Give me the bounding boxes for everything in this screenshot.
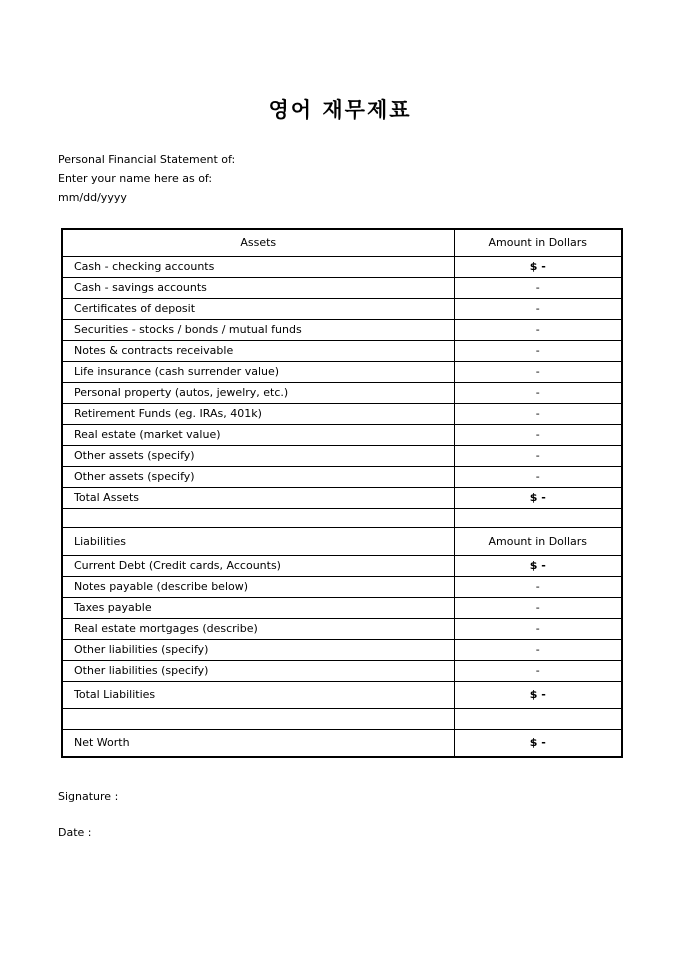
asset-row: [62, 467, 622, 488]
asset-label: Retirement Funds (eg. IRAs, 401k): [62, 404, 454, 425]
assets-header-label: Assets: [62, 229, 454, 257]
spacer-row: [62, 509, 622, 528]
total-liabilities-row: [62, 682, 622, 709]
liability-label: Current Debt (Credit cards, Accounts): [62, 556, 454, 577]
liability-amount[interactable]: $ -: [454, 556, 622, 577]
asset-row: [62, 299, 622, 320]
liabilities-header-amount: Amount in Dollars: [454, 528, 622, 556]
assets-header-amount: Amount in Dollars: [454, 229, 622, 257]
asset-label: Other assets (specify): [62, 446, 454, 467]
asset-amount[interactable]: -: [454, 299, 622, 320]
asset-row: [62, 257, 622, 278]
liabilities-header-row: [62, 528, 622, 556]
liabilities-header-label: Liabilities: [62, 528, 454, 556]
date-label: Date :: [58, 826, 92, 839]
asset-amount[interactable]: -: [454, 320, 622, 341]
asset-label: Life insurance (cash surrender value): [62, 362, 454, 383]
asset-label: Securities - stocks / bonds / mutual funds: [62, 320, 454, 341]
intro-date-format: mm/dd/yyyy: [58, 191, 127, 204]
asset-amount[interactable]: -: [454, 278, 622, 299]
spacer-cell: [62, 509, 454, 528]
asset-label: Certificates of deposit: [62, 299, 454, 320]
asset-amount[interactable]: -: [454, 467, 622, 488]
total-liabilities-amount: $ -: [454, 682, 622, 709]
total-assets-amount: $ -: [454, 488, 622, 509]
asset-amount[interactable]: -: [454, 425, 622, 446]
net-worth-amount: $ -: [454, 730, 622, 758]
document-title: 영어 재무제표: [268, 98, 412, 122]
liability-amount[interactable]: -: [454, 577, 622, 598]
financial-statement-table: [61, 228, 623, 758]
asset-label: Personal property (autos, jewelry, etc.): [62, 383, 454, 404]
asset-amount[interactable]: $ -: [454, 257, 622, 278]
asset-row: [62, 278, 622, 299]
asset-amount[interactable]: -: [454, 404, 622, 425]
net-worth-label: Net Worth: [62, 730, 454, 758]
liability-label: Notes payable (describe below): [62, 577, 454, 598]
signature-label: Signature :: [58, 790, 119, 803]
asset-row: [62, 425, 622, 446]
liability-row: [62, 556, 622, 577]
asset-row: [62, 404, 622, 425]
intro-statement-of: Personal Financial Statement of:: [58, 153, 236, 166]
asset-row: [62, 362, 622, 383]
liability-row: [62, 640, 622, 661]
spacer-cell: [62, 709, 454, 730]
asset-label: Cash - savings accounts: [62, 278, 454, 299]
asset-label: Other assets (specify): [62, 467, 454, 488]
asset-label: Notes & contracts receivable: [62, 341, 454, 362]
spacer-row: [62, 709, 622, 730]
asset-amount[interactable]: -: [454, 341, 622, 362]
asset-row: [62, 446, 622, 467]
asset-row: [62, 383, 622, 404]
liability-row: [62, 619, 622, 640]
asset-amount[interactable]: -: [454, 362, 622, 383]
asset-label: Real estate (market value): [62, 425, 454, 446]
spacer-cell: [454, 509, 622, 528]
asset-label: Cash - checking accounts: [62, 257, 454, 278]
asset-row: [62, 320, 622, 341]
total-assets-row: [62, 488, 622, 509]
liability-row: [62, 598, 622, 619]
asset-row: [62, 341, 622, 362]
liability-amount[interactable]: -: [454, 598, 622, 619]
net-worth-row: [62, 730, 622, 758]
asset-amount[interactable]: -: [454, 383, 622, 404]
liability-label: Real estate mortgages (describe): [62, 619, 454, 640]
total-liabilities-label: Total Liabilities: [62, 682, 454, 709]
total-assets-label: Total Assets: [62, 488, 454, 509]
liability-label: Other liabilities (specify): [62, 661, 454, 682]
intro-block: [58, 150, 235, 207]
spacer-cell: [454, 709, 622, 730]
liability-row: [62, 661, 622, 682]
liability-amount[interactable]: -: [454, 619, 622, 640]
liability-label: Taxes payable: [62, 598, 454, 619]
liability-amount[interactable]: -: [454, 661, 622, 682]
liability-row: [62, 577, 622, 598]
assets-header-row: [62, 229, 622, 257]
liability-label: Other liabilities (specify): [62, 640, 454, 661]
intro-name-as-of: Enter your name here as of:: [58, 172, 213, 185]
liability-amount[interactable]: -: [454, 640, 622, 661]
asset-amount[interactable]: -: [454, 446, 622, 467]
